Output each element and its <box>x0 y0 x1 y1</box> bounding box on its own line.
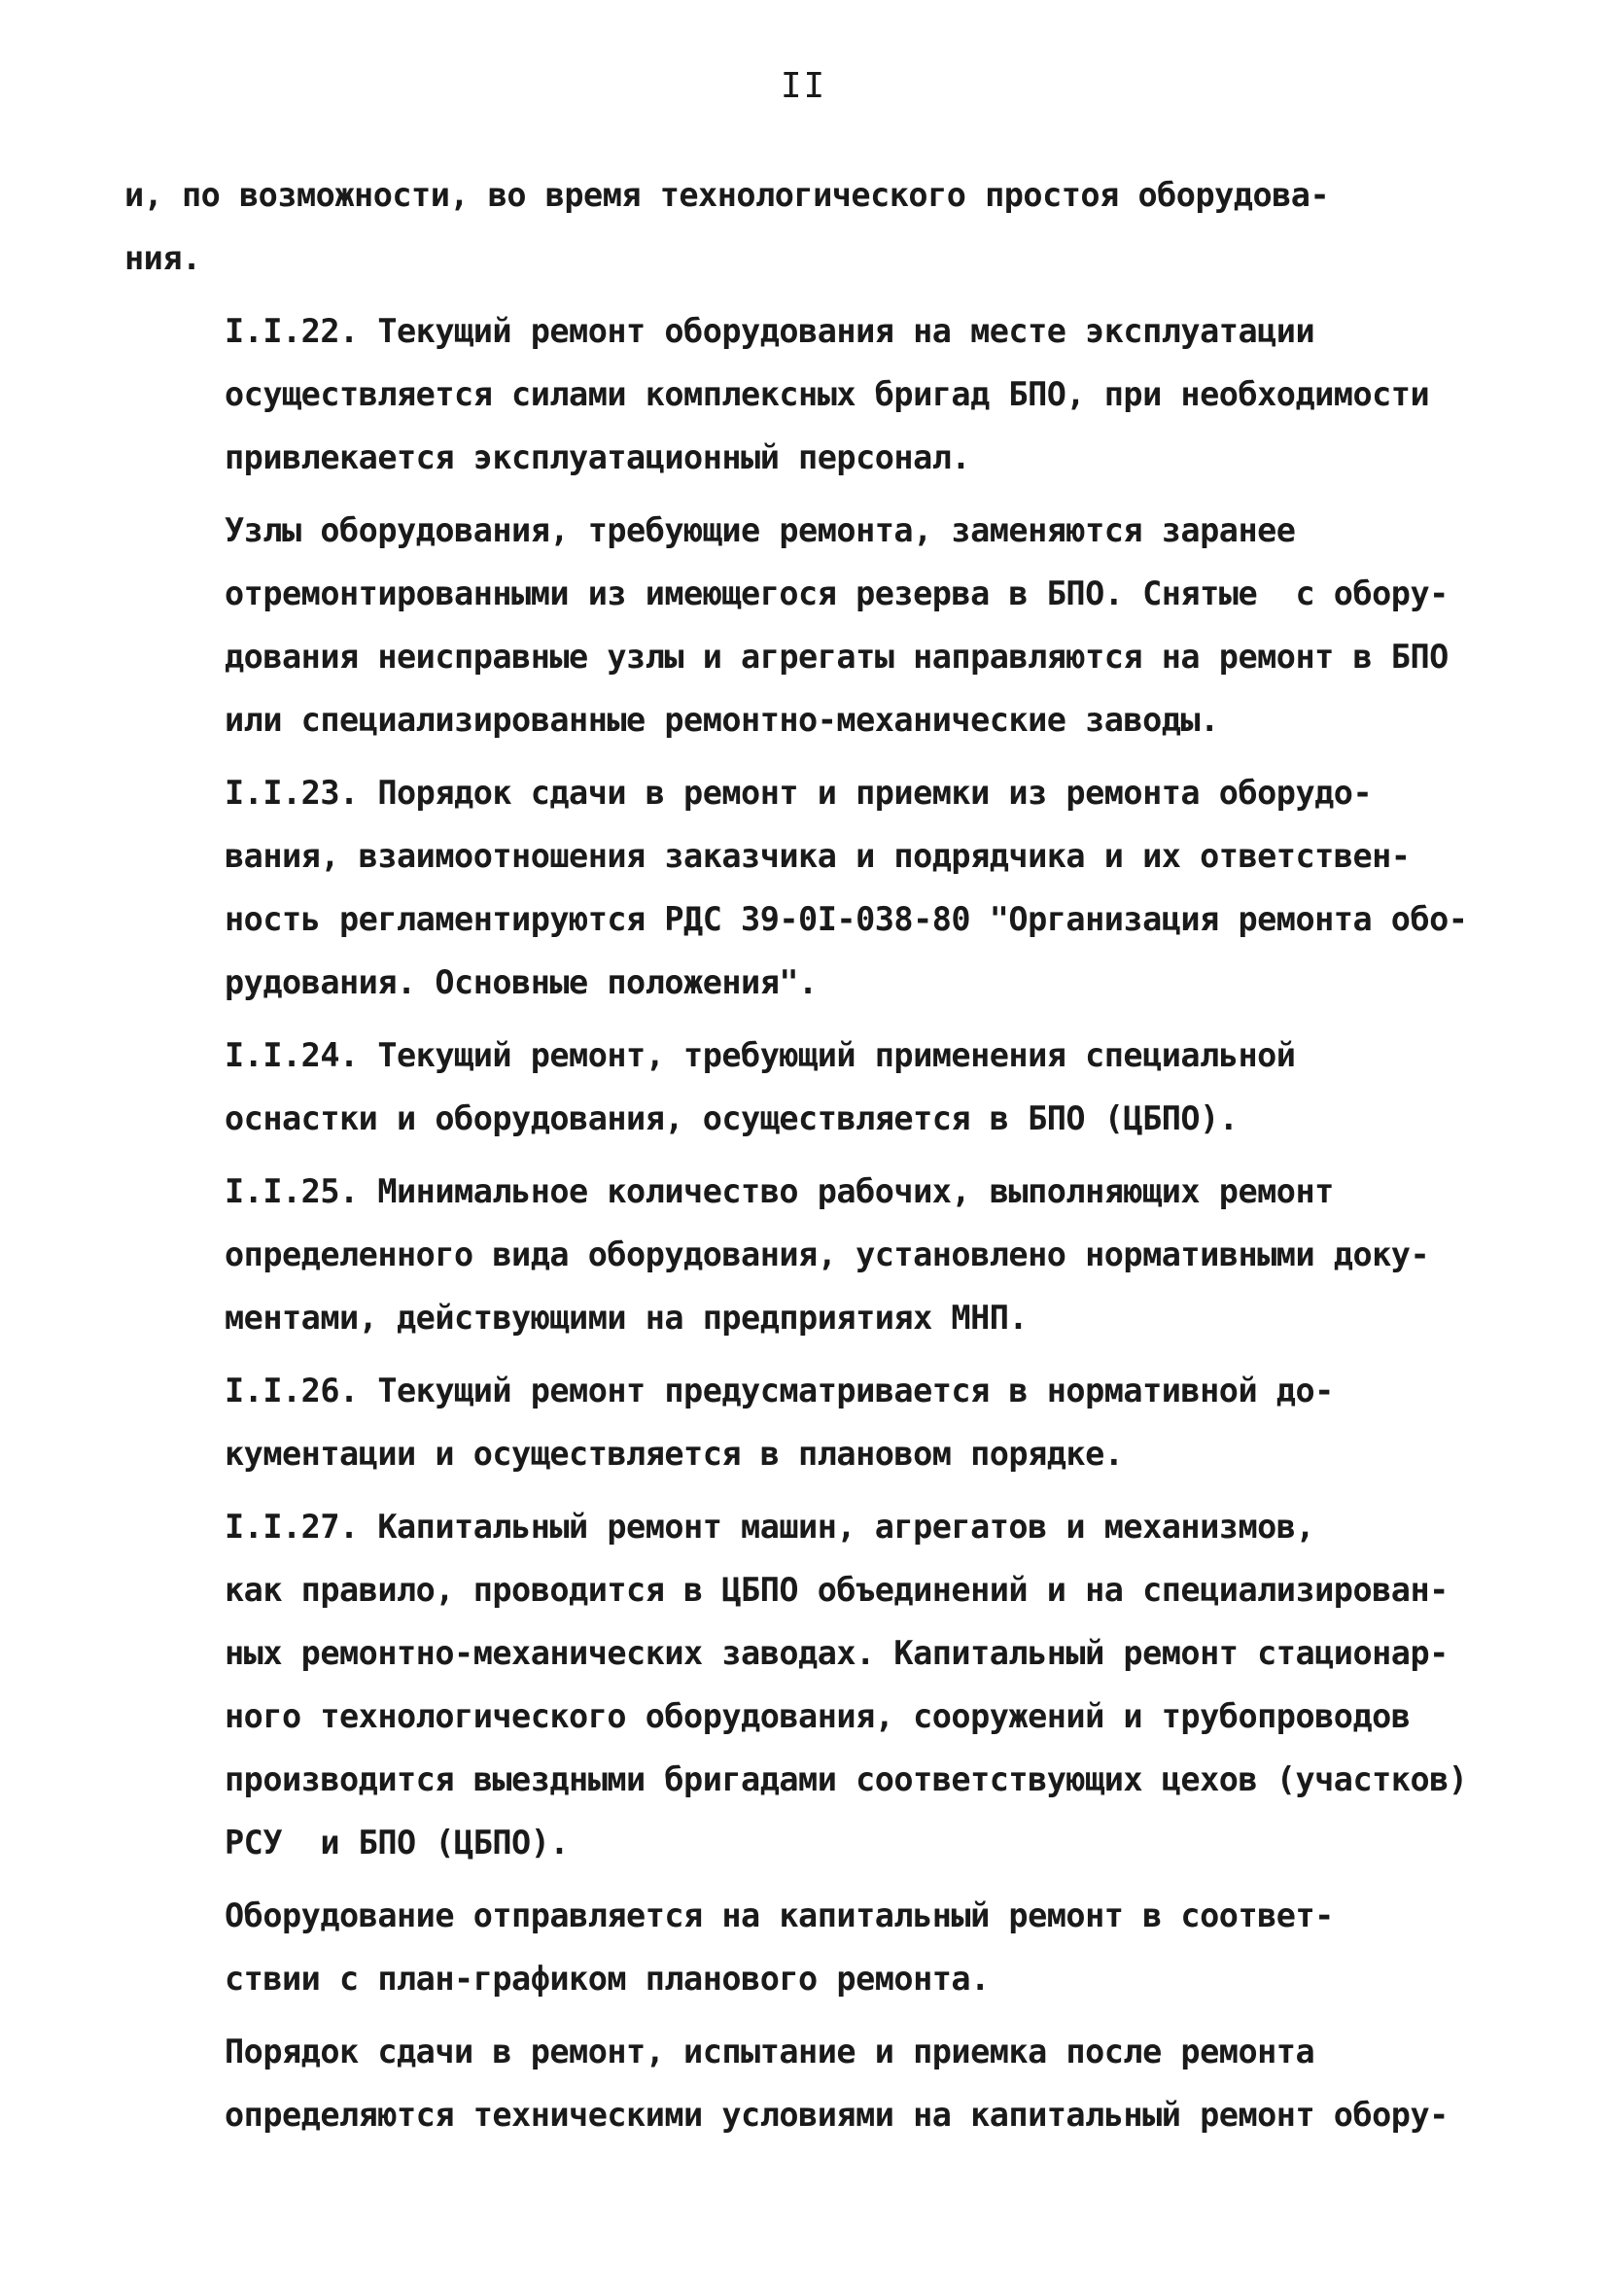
paragraph-1-1-26 <box>124 1359 1379 1485</box>
paragraph-equipment-shipment <box>124 1884 1379 2010</box>
page-number: II <box>780 66 827 106</box>
text-line: I.I.24. Текущий ремонт, требующий применения специальной <box>225 1036 1296 1074</box>
text-line: вания, взаимоотношения заказчика и подрядчика и их ответствен- <box>225 837 1411 875</box>
text-line: I.I.27. Капитальный ремонт машин, агрегатов и механизмов, <box>225 1508 1315 1546</box>
text-line: отремонтированными из имеющегося резерва в БПО. Снятые с обору- <box>225 574 1449 612</box>
text-line: и, по возможности, во время технологического простоя оборудова- <box>124 176 1330 214</box>
text-line: оснастки и оборудования, осуществляется в БПО (ЦБПО). <box>225 1099 1239 1137</box>
text-line: Порядок сдачи в ремонт, испытание и приемка после ремонта <box>225 2033 1315 2070</box>
paragraph-1-1-22 <box>124 299 1430 489</box>
text-line: привлекается эксплуатационный персонал. <box>225 438 971 476</box>
text-line: осуществляется силами комплексных бригад БПО, при необходимости <box>225 375 1430 413</box>
paragraph-acceptance-order <box>124 2020 1449 2146</box>
text-line: ность регламентируются РДС 39-0I-038-80 "Организация ремонта обо- <box>225 900 1468 938</box>
paragraph-1-1-24 <box>124 1024 1379 1150</box>
paragraph-1-1-25 <box>124 1160 1430 1349</box>
text-line: производится выездными бригадами соответствующих цехов (участков) <box>225 1760 1468 1798</box>
text-line: ных ремонтно-механических заводах. Капитальный ремонт стационар- <box>225 1634 1449 1672</box>
text-line: кументации и осуществляется в плановом порядке. <box>225 1435 1124 1473</box>
text-line: как правило, проводится в ЦБПО объединений и на специализирован- <box>225 1571 1449 1609</box>
text-line: ния. <box>124 239 201 277</box>
paragraph-units <box>124 499 1449 751</box>
text-line: рудования. Основные положения". <box>225 963 818 1001</box>
text-line: Узлы оборудования, требующие ремонта, заменяются заранее <box>225 511 1296 549</box>
text-line: ствии с план-графиком планового ремонта. <box>225 1960 990 1998</box>
paragraph-1-1-27 <box>124 1495 1468 1874</box>
text-line: I.I.22. Текущий ремонт оборудования на месте эксплуатации <box>225 312 1315 350</box>
text-line: I.I.23. Порядок сдачи в ремонт и приемки из ремонта оборудо- <box>225 774 1373 812</box>
document-body <box>124 163 1468 2156</box>
text-line: ного технологического оборудования, сооружений и трубопроводов <box>225 1697 1411 1735</box>
text-line: определяются техническими условиями на капитальный ремонт обору- <box>225 2096 1449 2134</box>
text-line: ментами, действующими на предприятиях МНП. <box>225 1299 1029 1337</box>
text-line: дования неисправные узлы и агрегаты направляются на ремонт в БПО <box>225 638 1449 676</box>
paragraph-continuation <box>124 163 1379 290</box>
paragraph-1-1-23 <box>124 761 1468 1014</box>
text-line: или специализированные ремонтно-механические заводы. <box>225 701 1219 739</box>
text-line: I.I.25. Минимальное количество рабочих, выполняющих ремонт <box>225 1172 1334 1210</box>
text-line: РСУ и БПО (ЦБПО). <box>225 1824 570 1861</box>
text-line: Оборудование отправляется на капитальный ремонт в соответ- <box>225 1896 1334 1934</box>
text-line: определенного вида оборудования, установлено нормативными доку- <box>225 1235 1430 1273</box>
text-line: I.I.26. Текущий ремонт предусматривается в нормативной до- <box>225 1372 1334 1409</box>
